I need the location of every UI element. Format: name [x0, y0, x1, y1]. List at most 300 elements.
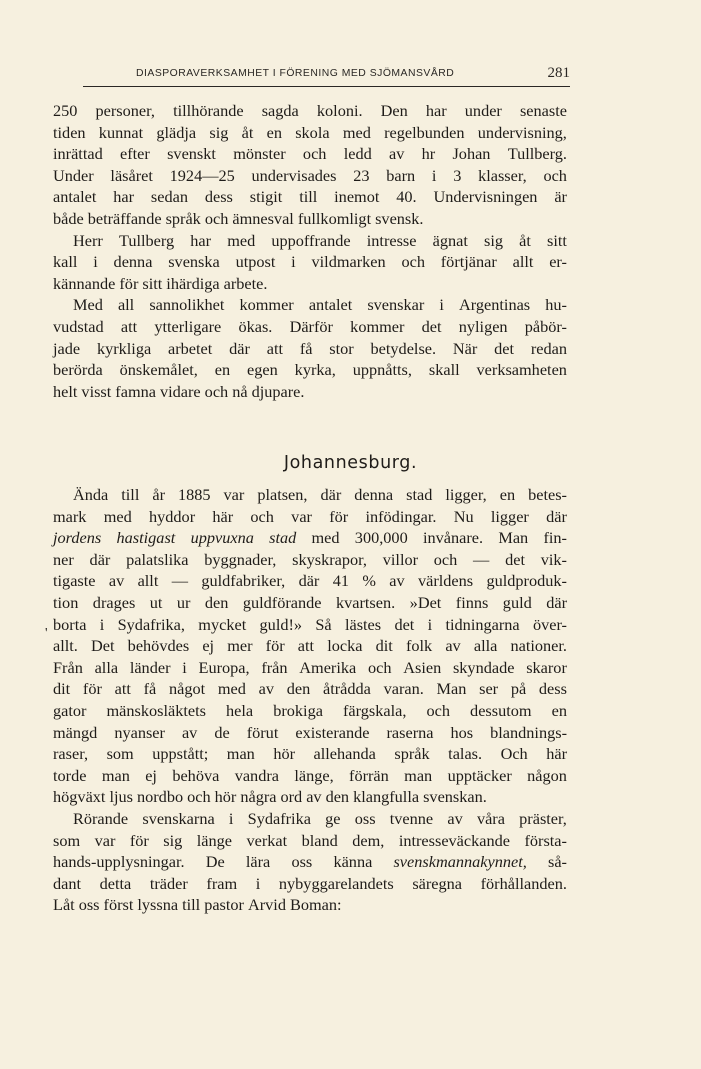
word: När: [452, 338, 478, 358]
word: folk: [405, 636, 433, 656]
word: av: [108, 571, 125, 591]
word: svenskarna: [142, 808, 215, 828]
word: att: [297, 636, 315, 656]
word: av: [445, 636, 461, 656]
text-line: [53, 700, 567, 722]
text-line: [53, 100, 567, 122]
word: allt: [137, 571, 159, 591]
word: i: [431, 165, 437, 185]
word: i: [439, 295, 444, 315]
word: gator: [53, 700, 87, 720]
word: Med: [73, 295, 103, 315]
word: länge: [196, 830, 233, 850]
word: där: [546, 592, 567, 612]
word: svensk.: [375, 208, 424, 228]
word: dess: [538, 679, 567, 699]
word: guld: [502, 592, 532, 612]
word: beträffande: [87, 208, 162, 228]
word: svenskar: [367, 295, 425, 315]
word: stad: [406, 485, 433, 504]
word: ledd: [343, 144, 372, 164]
word: sagda: [261, 101, 299, 120]
word: sig: [163, 830, 183, 850]
word: nyanser: [114, 722, 165, 742]
word: oss: [354, 808, 376, 828]
word: svenskt: [167, 144, 216, 164]
word: lästes: [344, 614, 382, 634]
word: skola: [295, 122, 330, 142]
word: präster,: [519, 808, 567, 828]
word: mycket: [198, 614, 247, 634]
word: för: [82, 679, 102, 699]
word: känna: [333, 852, 373, 872]
word: kunnat: [98, 122, 144, 142]
word: denna: [354, 485, 394, 504]
text-line: [53, 657, 567, 679]
word: 1885: [177, 485, 211, 504]
word: antalet: [308, 295, 353, 315]
word: varan.: [383, 679, 424, 699]
word: och: [433, 549, 458, 569]
word: ihärdiga: [166, 273, 220, 293]
word: en: [551, 700, 567, 720]
word: vudstad: [53, 316, 104, 336]
word: den: [325, 787, 350, 807]
word: torde: [53, 765, 87, 785]
text-line: [53, 208, 567, 230]
word: Den: [380, 101, 408, 120]
word: regelbunden: [384, 122, 465, 142]
word: hands-upplysningar.: [53, 852, 185, 872]
word: där: [229, 338, 250, 358]
word: under: [464, 101, 502, 120]
word: intresseväckande: [398, 830, 511, 850]
word: med: [227, 230, 256, 250]
word: det: [394, 614, 415, 634]
word: locka: [327, 636, 363, 656]
word: Man: [436, 679, 467, 699]
word: Tullberg.: [507, 144, 567, 164]
word: stor: [329, 338, 354, 358]
word: Amerika: [299, 657, 357, 677]
word: 40.: [396, 187, 417, 207]
word: undervisades: [251, 165, 337, 185]
word: lära: [245, 852, 271, 872]
text-line: [53, 786, 567, 808]
word: nå: [232, 381, 248, 401]
word: hela: [226, 700, 254, 720]
word: glädja: [156, 122, 197, 142]
word: våra: [476, 808, 505, 828]
word: Boman:: [289, 895, 342, 915]
word: Ända: [73, 485, 109, 504]
word: Därför: [289, 316, 333, 336]
word: koloni.: [316, 101, 363, 120]
word: allt: [512, 252, 534, 272]
word: för: [265, 636, 285, 656]
word: kommer: [239, 295, 294, 315]
word: i: [291, 252, 296, 272]
word: djupare.: [251, 381, 305, 401]
word: länge,: [294, 765, 334, 785]
word: och: [543, 165, 567, 185]
word: av: [389, 571, 405, 591]
word: tvenne: [389, 808, 434, 828]
paragraphs-johannesburg: [53, 484, 567, 916]
word: där: [298, 571, 320, 591]
word: som: [106, 744, 134, 764]
word: guldproduk-: [486, 571, 567, 591]
word: efter: [120, 144, 150, 164]
word: en: [499, 485, 516, 504]
word: kall: [53, 252, 78, 272]
word: infödingar.: [365, 506, 437, 526]
word: verksamheten: [476, 360, 567, 380]
text-line: [53, 570, 567, 592]
word: var: [223, 485, 245, 504]
text-line: [53, 186, 567, 208]
word: att: [266, 338, 284, 358]
word: och: [204, 381, 229, 401]
word: dant: [53, 873, 82, 893]
word: kommer: [350, 316, 405, 336]
word: hör: [214, 787, 237, 807]
word: alla: [473, 636, 498, 656]
word: mänskosläktets: [106, 700, 206, 720]
word: ej: [145, 765, 157, 785]
word: drages: [92, 592, 136, 612]
word: uppvuxna: [190, 528, 254, 548]
text-line: [53, 722, 567, 744]
word: arbetet: [168, 338, 213, 358]
word: 1924—25: [169, 165, 235, 185]
word: dessutom: [470, 700, 532, 720]
word: finns: [455, 592, 489, 612]
word: har: [113, 187, 135, 207]
word: nybyggarelandets: [278, 873, 394, 893]
word: Undervisningen: [433, 187, 538, 207]
word: dess: [204, 187, 233, 207]
text-line: [53, 830, 567, 852]
word: en: [266, 122, 282, 142]
text-line: [53, 808, 567, 830]
word: 23: [353, 165, 370, 185]
word: fullkomligt: [297, 208, 372, 228]
text-line: [53, 549, 567, 571]
text-line: [53, 765, 567, 787]
word: intresse: [366, 230, 417, 250]
word: palatslika: [126, 549, 189, 569]
word: har: [190, 230, 212, 250]
word: här: [546, 744, 567, 764]
paragraphs-argentina: [53, 100, 567, 402]
word: betes-: [528, 485, 567, 504]
word: helt: [53, 381, 78, 401]
word: allehanda: [313, 744, 376, 764]
word: arbete.: [223, 273, 268, 293]
word: betydelse.: [370, 338, 437, 358]
word: detta: [99, 873, 132, 893]
word: hr: [421, 144, 436, 164]
word: sitt: [547, 230, 567, 250]
word: Man: [498, 528, 529, 548]
word: med: [217, 679, 246, 699]
word: Under: [53, 165, 94, 185]
word: något: [169, 679, 206, 699]
word: vildmarken: [311, 252, 386, 272]
word: påbör-: [524, 316, 567, 336]
word: sedan: [150, 187, 188, 207]
word: och: [250, 506, 274, 526]
word: och: [187, 787, 211, 807]
word: tidningarna: [445, 614, 520, 634]
word: från: [261, 657, 288, 677]
text-line: [53, 635, 567, 657]
word: tion: [53, 592, 79, 612]
word: ur: [176, 592, 191, 612]
word: »Det: [409, 592, 442, 612]
word: och: [204, 208, 229, 228]
page-number: 281: [547, 65, 570, 81]
word: behöva: [172, 765, 220, 785]
word: Och: [500, 744, 528, 764]
word: svenska: [168, 252, 220, 272]
word: mönster: [233, 144, 286, 164]
word: första-: [524, 830, 567, 850]
word: och: [426, 700, 450, 720]
word: av: [306, 787, 322, 807]
word: er-: [549, 252, 567, 272]
word: mängd: [53, 722, 98, 742]
text-line: [53, 484, 567, 506]
word: invånare.: [422, 528, 484, 548]
word: den: [204, 592, 229, 612]
word: uppstått;: [152, 744, 209, 764]
word: senaste: [519, 101, 567, 120]
word: länder: [129, 657, 171, 677]
word: någon: [527, 765, 567, 785]
running-title: DIASPORAVERKSAMHET I FÖRENING MED SJÖMANSVÅRD: [136, 68, 455, 79]
word: ner: [53, 549, 74, 569]
word: en: [214, 360, 231, 380]
word: stigit: [249, 187, 283, 207]
text-line: [53, 851, 567, 873]
word: oss: [78, 895, 100, 915]
word: hastigast: [116, 528, 176, 548]
section-heading: Johannesburg.: [283, 453, 418, 473]
word: platsen,: [257, 485, 308, 504]
word: 3: [453, 165, 462, 185]
word: där: [546, 506, 567, 526]
word: att: [120, 316, 138, 336]
word: tigaste: [53, 571, 96, 591]
word: brokiga: [273, 700, 323, 720]
word: visst: [81, 381, 112, 401]
word: inemot: [334, 187, 380, 207]
word: guldfabriker,: [201, 571, 286, 591]
word: få: [299, 338, 313, 358]
word: tillhörande: [173, 101, 244, 120]
word: ligger,: [445, 485, 487, 504]
word: —: [171, 571, 188, 591]
text-line: [53, 316, 567, 338]
text-line: [53, 359, 567, 381]
text-line: [53, 230, 567, 252]
word: förhållanden.: [480, 873, 567, 893]
text-line: [53, 143, 567, 165]
word: sig: [209, 122, 229, 142]
word: uppoffrande: [271, 230, 351, 250]
word: högväxt: [53, 787, 106, 807]
word: i: [99, 614, 105, 634]
margin-mark: ': [45, 626, 48, 641]
word: barn: [386, 165, 416, 185]
word: med: [103, 506, 132, 526]
word: färgskala,: [342, 700, 407, 720]
word: för: [329, 506, 349, 526]
running-header: [83, 64, 570, 87]
word: behövdes: [127, 636, 190, 656]
word: redan: [530, 338, 567, 358]
word: skaror: [526, 657, 567, 677]
word: förut: [246, 722, 279, 742]
word: man: [404, 765, 433, 785]
word: allt.: [53, 636, 78, 656]
text-line: [53, 527, 567, 549]
word: Nu: [453, 506, 474, 526]
word: är: [554, 187, 567, 207]
word: ämnesval: [232, 208, 294, 228]
word: till: [182, 895, 201, 915]
word: Europa,: [198, 657, 250, 677]
word: ser: [479, 679, 499, 699]
word: där: [89, 549, 111, 569]
word: få: [143, 679, 157, 699]
text-line: [53, 273, 567, 295]
word: —: [473, 549, 490, 569]
word: skall: [428, 360, 460, 380]
word: fin-: [543, 528, 567, 548]
word: ökas.: [238, 316, 273, 336]
word: jordens: [53, 528, 102, 548]
word: guldförande: [242, 592, 322, 612]
word: vandra: [234, 765, 279, 785]
word: av: [389, 144, 405, 164]
word: lyssna: [137, 895, 179, 915]
word: åt: [241, 122, 254, 142]
word: nyligen: [458, 316, 508, 336]
word: var: [94, 830, 116, 850]
word: av: [447, 808, 463, 828]
word: klangfulla: [353, 787, 420, 807]
word: några: [240, 787, 277, 807]
word: ligger: [490, 506, 529, 526]
text-line: [53, 381, 567, 403]
word: sannolikhet: [149, 295, 225, 315]
word: språk: [165, 208, 201, 228]
word: till: [299, 187, 318, 207]
word: till: [121, 485, 140, 504]
word: Herr: [73, 230, 103, 250]
word: 41: [332, 571, 349, 591]
word: språk: [394, 744, 430, 764]
word: här: [212, 506, 234, 526]
word: Så: [315, 614, 332, 634]
word: var: [291, 506, 312, 526]
word: världens: [417, 571, 474, 591]
word: de: [214, 722, 230, 742]
word: uppnåtts,: [352, 360, 412, 380]
text-line: [53, 678, 567, 700]
word: i: [427, 614, 433, 634]
word: ord: [280, 787, 303, 807]
word: så-: [548, 852, 567, 872]
word: borta: [53, 614, 87, 634]
word: förrän: [349, 765, 389, 785]
word: pastor: [204, 895, 244, 915]
word: egen: [247, 360, 278, 380]
word: i: [93, 252, 98, 272]
word: ytterligare: [154, 316, 222, 336]
word: Tullberg: [118, 230, 175, 250]
word: nordbo: [136, 787, 184, 807]
word: i: [255, 873, 261, 893]
word: oss: [291, 852, 313, 872]
word: för: [129, 830, 149, 850]
word: kvartsen.: [335, 592, 396, 612]
word: verkat: [246, 830, 288, 850]
word: säregna: [412, 873, 463, 893]
text-line: [53, 873, 567, 895]
word: jade: [53, 338, 81, 358]
word: sig: [484, 230, 504, 250]
word: Asien: [403, 657, 442, 677]
word: det: [505, 549, 525, 569]
word: hos: [450, 722, 474, 742]
word: den: [286, 679, 311, 699]
word: svenskan.: [423, 787, 487, 807]
word: åt: [519, 230, 531, 250]
text-line: [53, 122, 567, 144]
word: man: [226, 744, 255, 764]
word: alla: [94, 657, 119, 677]
word: Arvid: [247, 895, 286, 915]
word: ägnat: [432, 230, 468, 250]
word: %: [362, 571, 376, 591]
word: det: [494, 338, 515, 358]
word: kyrka,: [294, 360, 336, 380]
word: i: [228, 808, 234, 828]
word: mark: [53, 506, 87, 526]
word: som: [53, 830, 81, 850]
word: upptäcker: [447, 765, 512, 785]
word: nationer.: [510, 636, 567, 656]
word: man: [101, 765, 130, 785]
word: Från: [53, 657, 83, 677]
word: på: [510, 679, 527, 699]
word: med: [311, 528, 340, 548]
word: vidare: [159, 381, 201, 401]
text-line: [53, 506, 567, 528]
word: sitt: [142, 273, 163, 293]
text-line: [53, 592, 567, 614]
word: och: [401, 252, 425, 272]
word: personer,: [95, 101, 155, 120]
text-line: [53, 894, 567, 916]
word: Sydafrika: [247, 808, 311, 828]
word: existerande: [295, 722, 370, 742]
word: ge: [325, 808, 341, 828]
